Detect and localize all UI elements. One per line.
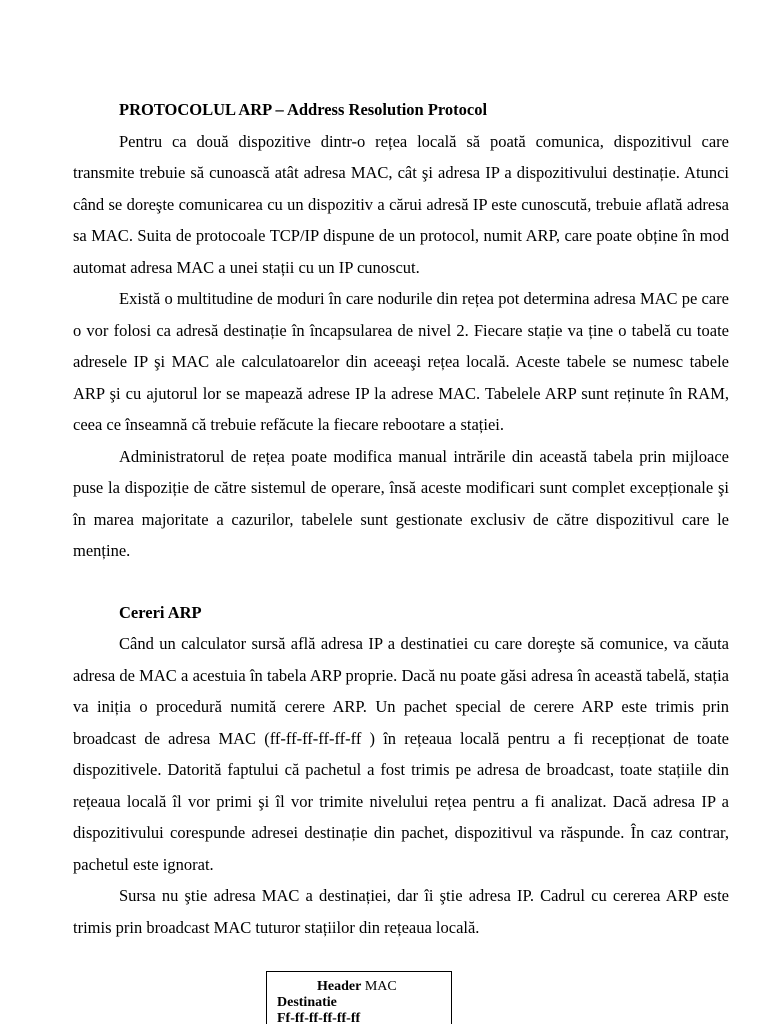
box-header-line [277,979,451,995]
section-title: Cereri ARP [119,602,202,622]
paragraph: Sursa nu ştie adresa MAC a destinației, dar îi ştie adresa IP. Cadrul cu cererea ARP este trimis prin broadcast MAC tuturor stațiilor din rețeaua locală. [73,886,729,937]
document-body [73,94,729,943]
paragraph: Există o multitudine de moduri în care nodurile din rețea pot determina adresa MAC pe care o vor folosi ca adresă destinație în încapsularea de nivel 2. Fiecare stație va ține o tabelă cu toate adresele IP şi MAC ale calculatoarelor din aceeaşi rețea locală. Aceste tabele se numesc tabele ARP şi cu ajutorul lor se mapează adrese IP la adrese MAC. Tabelele ARP sunt reținute în RAM, ceea ce înseamnă că trebuie refăcute la fiecare rebootare a stației. [73,289,729,434]
mac-header-box [266,971,452,1024]
paragraph: Când un calculator sursă află adresa IP a destinatiei cu care doreşte să comunice, va căuta adresa de MAC a acestuia în tabela ARP proprie. Dacă nu poate găsi adresa în această tabelă, stația va iniția o procedură numită cerere ARP. Un pachet special de cerere ARP este trimis prin broadcast de adresa MAC (ff-ff-ff-ff-ff-ff ) în rețeaua locală pentru a fi recepționat de toate dispozitivele. Datorită faptului că pachetul a fost trimis pe adresa de broadcast, toate stațiile din rețeaua locală îl vor primi şi îl vor trimite nivelului rețea pentru a fi analizat. Dacă adresa IP a dispozitivului corespunde adresei destinație din pachet, dispozitivul va răspunde. În caz contrar, pachetul este ignorat. [73,634,729,874]
document-title: PROTOCOLUL ARP – Address Resolution Protocol [119,100,488,119]
box-destination-label: Destinatie [277,995,337,1010]
box-header-bold: Header [317,979,362,994]
paragraph: Pentru ca două dispozitive dintr-o rețea locală să poată comunica, dispozitivul care transmite trebuie să cunoască atât adresa MAC, cât şi adresa IP a dispozitivului destinație. Atunci când se doreşte comunicarea cu un dispozitiv a cărui adresă IP este cunoscută, trebuie aflată adresa sa MAC. Suita de protocoale TCP/IP dispune de un protocol, numit ARP, care poate obține în mod automat adresa MAC a unei stații cu un IP cunoscut. [73,131,729,277]
spacer [73,567,729,597]
box-destination-address: Ff-ff-ff-ff-ff-ff [277,1011,361,1024]
box-header-normal: MAC [361,979,397,994]
paragraph: Administratorul de rețea poate modifica manual intrările din această tabela prin mijloace puse la dispoziție de către sistemul de operare, însă aceste modificari sunt complet excepționale şi în marea majoritate a cazurilor, tabelele sunt gestionate exclusiv de către dispozitivul care le menține. [73,446,729,560]
